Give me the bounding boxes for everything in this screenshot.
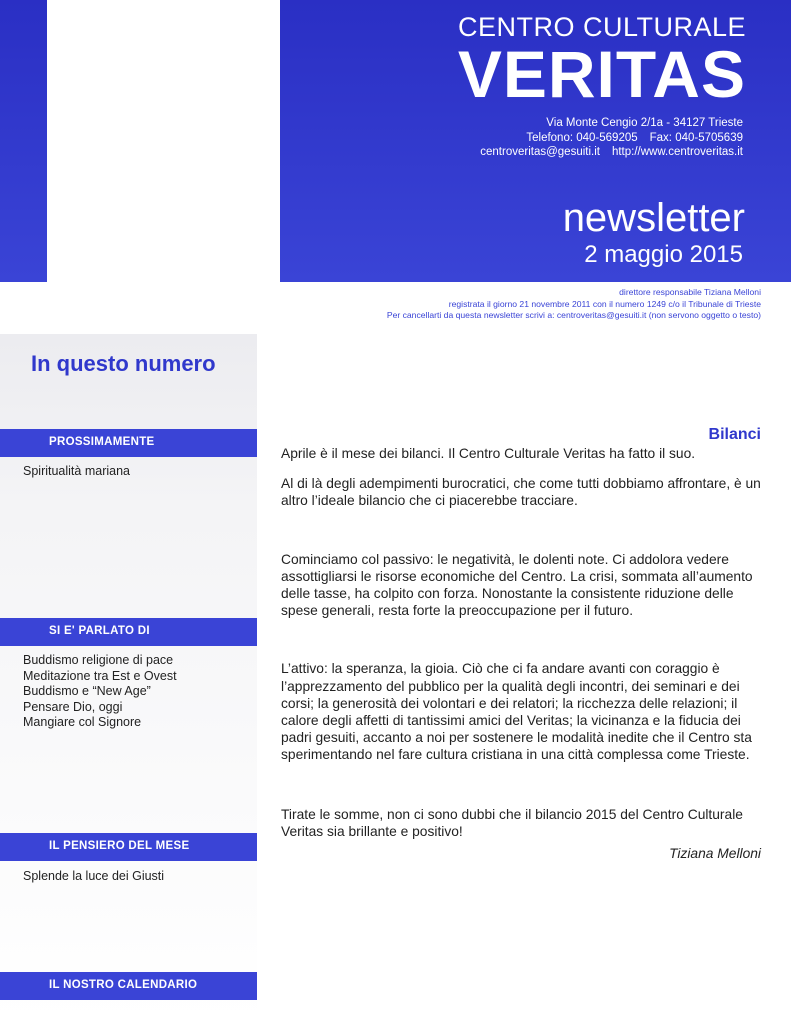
list-item[interactable]: Pensare Dio, oggi <box>23 699 123 714</box>
contact-block <box>480 116 743 160</box>
list-item[interactable]: Mangiare col Signore <box>23 715 142 729</box>
phone: Telefono: 040-569205 <box>526 131 638 144</box>
list-item[interactable]: Buddismo e “New Age” <box>23 684 151 698</box>
section-heading-il-pensiero-del-mese <box>0 833 257 861</box>
masthead-subtitle: CENTRO CULTURALE <box>457 12 746 42</box>
article <box>281 426 761 862</box>
section-list-prossimamente <box>23 464 130 480</box>
list-item[interactable]: Meditazione tra Est e Ovest <box>23 668 177 683</box>
article-paragraph: Tirate le somme, non ci sono dubbi che il bilancio 2015 del Centro Culturale Veritas sia brillante e positivo! <box>281 806 743 839</box>
section-list-il-pensiero-del-mese <box>23 869 164 885</box>
section-heading-label: PROSSIMAMENTE <box>49 436 155 448</box>
section-heading-label: IL NOSTRO CALENDARIO <box>49 979 198 991</box>
section-heading-label: SI E' PARLATO DI <box>49 625 150 637</box>
article-signature: Tiziana Melloni <box>669 846 761 862</box>
masthead-title: VERITAS <box>457 37 746 111</box>
section-heading-label: IL PENSIERO DEL MESE <box>49 840 190 852</box>
website-link[interactable]: http://www.centroveritas.it <box>611 146 743 158</box>
sidebar-title: In questo numero <box>31 351 216 376</box>
publication-info <box>387 287 761 322</box>
director-line: direttore responsabile Tiziana Melloni <box>619 287 761 297</box>
article-paragraph: Al di là degli adempimenti burocratici, che come tutti dobbiamo affrontare, è un altro l’ideale bilancio che ci piacerebbe tracciare. <box>281 476 761 509</box>
list-item[interactable]: Splende la luce dei Giusti <box>23 869 165 883</box>
newsletter-label: newsletter <box>562 196 745 240</box>
article-paragraph: Cominciamo col passivo: le negatività, le dolenti note. Ci addolora vedere assottigliarsi le risorse economiche del Centro. La crisi, sommata all’aumento delle tasse, ha colpito con forza. Nonostante la consistente riduzione delle spese generali, resta forte la preoccupazione per il futuro. <box>281 551 753 619</box>
issue-date: 2 maggio 2015 <box>584 241 743 268</box>
unsubscribe-line: Per cancellarti da questa newsletter scrivi a: centroveritas@gesuiti.it (non servono oggetto o testo) <box>386 310 761 320</box>
registration-line: registrata il giorno 21 novembre 2011 con il numero 1249 c/o il Tribunale di Trieste <box>448 298 761 309</box>
address: Via Monte Cengio 2/1a - 34127 Trieste <box>546 117 743 129</box>
list-item[interactable]: Buddismo religione di pace <box>23 653 174 667</box>
fax: Fax: 040-5705639 <box>649 131 743 144</box>
section-heading-il-nostro-calendario <box>0 972 257 1000</box>
article-title: Bilanci <box>708 426 761 443</box>
list-item[interactable]: Spiritualità mariana <box>23 464 130 478</box>
masthead <box>280 0 791 282</box>
article-paragraph: L’attivo: la speranza, la gioia. Ciò che ci fa andare avanti con coraggio è l’apprezzamento del pubblico per la qualità degli incontri, dei seminari e dei corsi; la generosità dei volontari e dei relatori; la ricchezza delle relazioni; il calore degli affetti di tantissimi amici del Veritas; la vicinanza e la fiducia dei padri gesuiti, accanto a noi per sostenere le modalità inedite che il Centro sta sperimentando nel fare cultura cristiana in una città complessa come Trieste. <box>281 661 752 763</box>
article-paragraph: Aprile è il mese dei bilanci. Il Centro Culturale Veritas ha fatto il suo. <box>281 446 696 461</box>
left-accent-bar <box>0 0 47 282</box>
section-heading-prossimamente <box>0 429 257 457</box>
sidebar <box>0 334 257 1024</box>
email-link[interactable]: centroveritas@gesuiti.it <box>480 146 600 158</box>
section-list-si-e-parlato-di <box>23 653 177 731</box>
section-heading-si-e-parlato-di <box>0 618 257 646</box>
